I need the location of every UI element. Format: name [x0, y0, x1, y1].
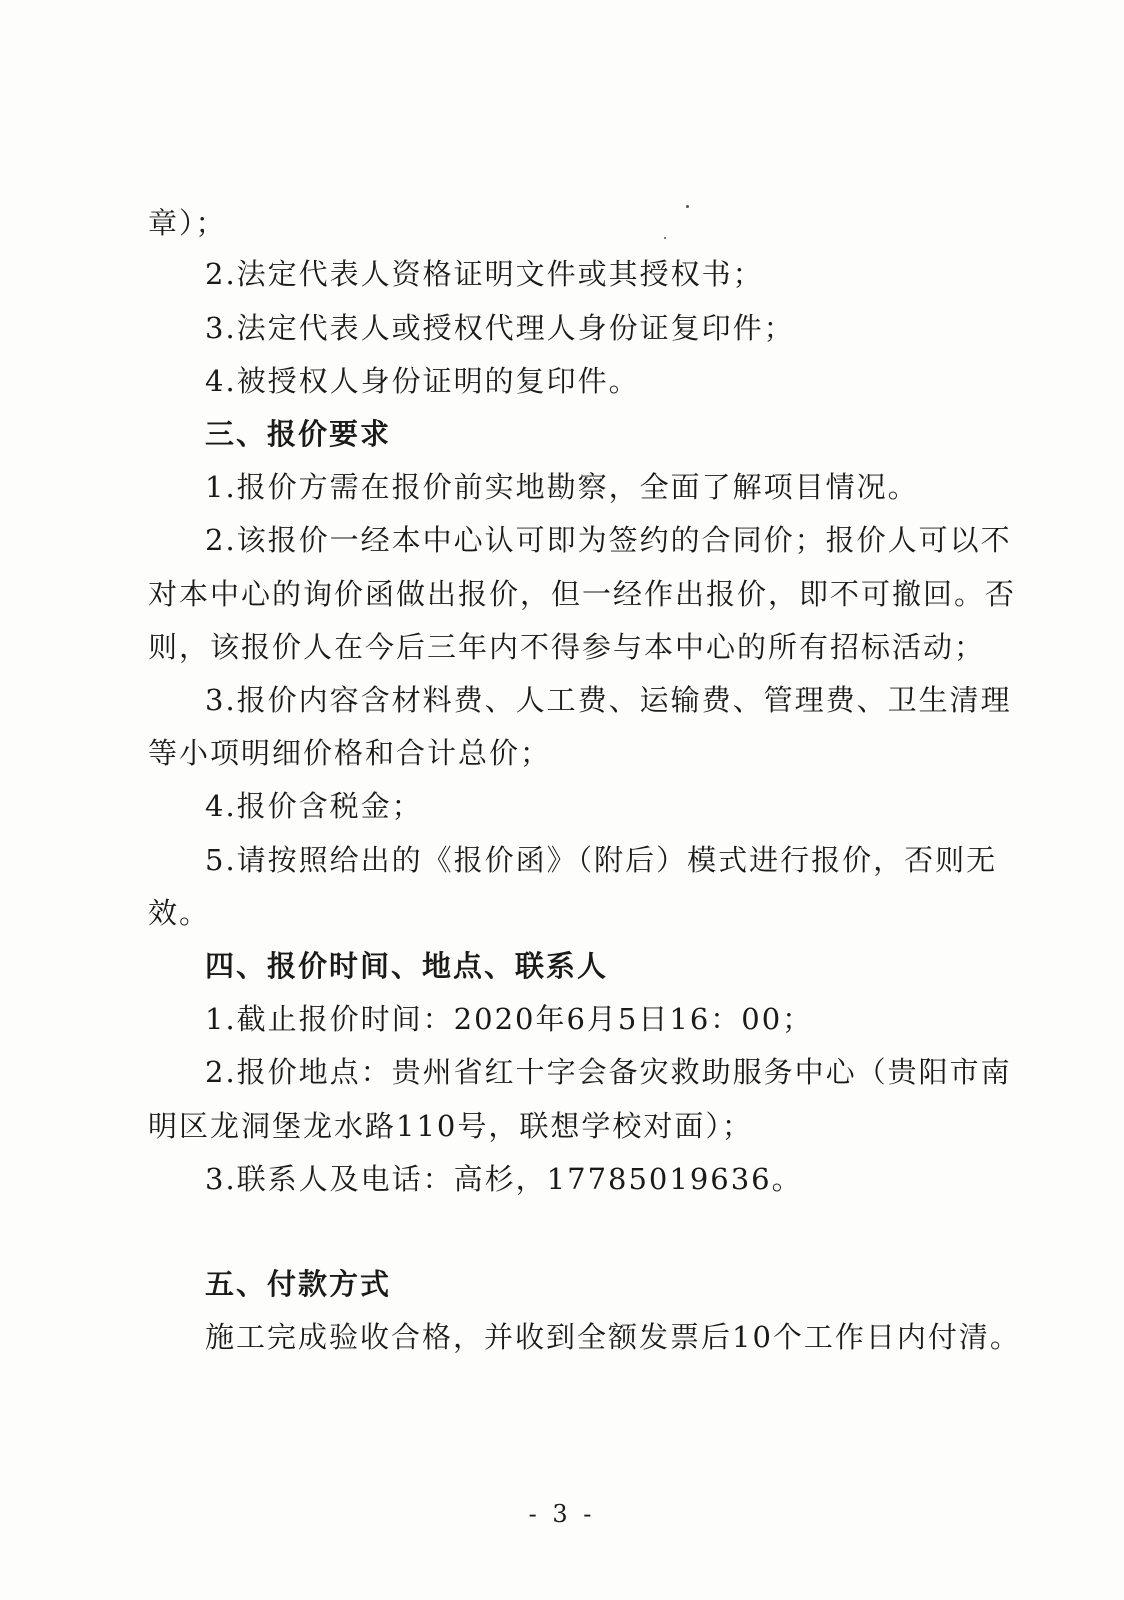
section-heading: 五、付款方式 — [205, 1267, 392, 1301]
list-item: 2.法定代表人资格证明文件或其授权书； — [205, 257, 764, 291]
text-line: 明区龙洞堡龙水路110号，联想学校对面）； — [148, 1109, 753, 1143]
list-item: 4.被授权人身份证明的复印件。 — [205, 364, 640, 398]
section-heading: 四、报价时间、地点、联系人 — [205, 949, 609, 983]
list-item: 3.联系人及电话：高杉，17785019636。 — [205, 1162, 803, 1196]
list-item: 1.报价方需在报价前实地勘察，全面了解项目情况。 — [205, 470, 919, 504]
list-item: 4.报价含税金； — [205, 789, 423, 823]
text-line: 施工完成验收合格，并收到全额发票后10个工作日内付清。 — [205, 1320, 1021, 1354]
list-item: 3.法定代表人或授权代理人身份证复印件； — [205, 311, 795, 345]
text-line: 等小项明细价格和合计总价； — [148, 736, 552, 770]
list-item: 2.该报价一经本中心认可即为签约的合同价；报价人可以不 — [205, 523, 1012, 557]
section-heading: 三、报价要求 — [205, 417, 392, 451]
page-number: - 3 - — [528, 1500, 596, 1528]
text-line: 对本中心的询价函做出报价，但一经作出报价，即不可撤回。否 — [148, 577, 1017, 611]
text-line: 章）； — [148, 206, 227, 240]
list-item: 3.报价内容含材料费、人工费、运输费、管理费、卫生清理 — [205, 683, 1012, 717]
scan-speck — [664, 237, 666, 239]
list-item: 5.请按照给出的《报价函》（附后）模式进行报价，否则无 — [205, 843, 998, 877]
list-item: 1.截止报价时间：2020年6月5日16：00； — [205, 1002, 814, 1036]
scan-speck — [686, 205, 689, 208]
text-line: 则，该报价人在今后三年内不得参与本中心的所有招标活动； — [148, 630, 986, 664]
list-item: 2.报价地点：贵州省红十字会备灾救助服务中心（贵阳市南 — [205, 1055, 1012, 1089]
text-line: 效。 — [148, 896, 211, 930]
